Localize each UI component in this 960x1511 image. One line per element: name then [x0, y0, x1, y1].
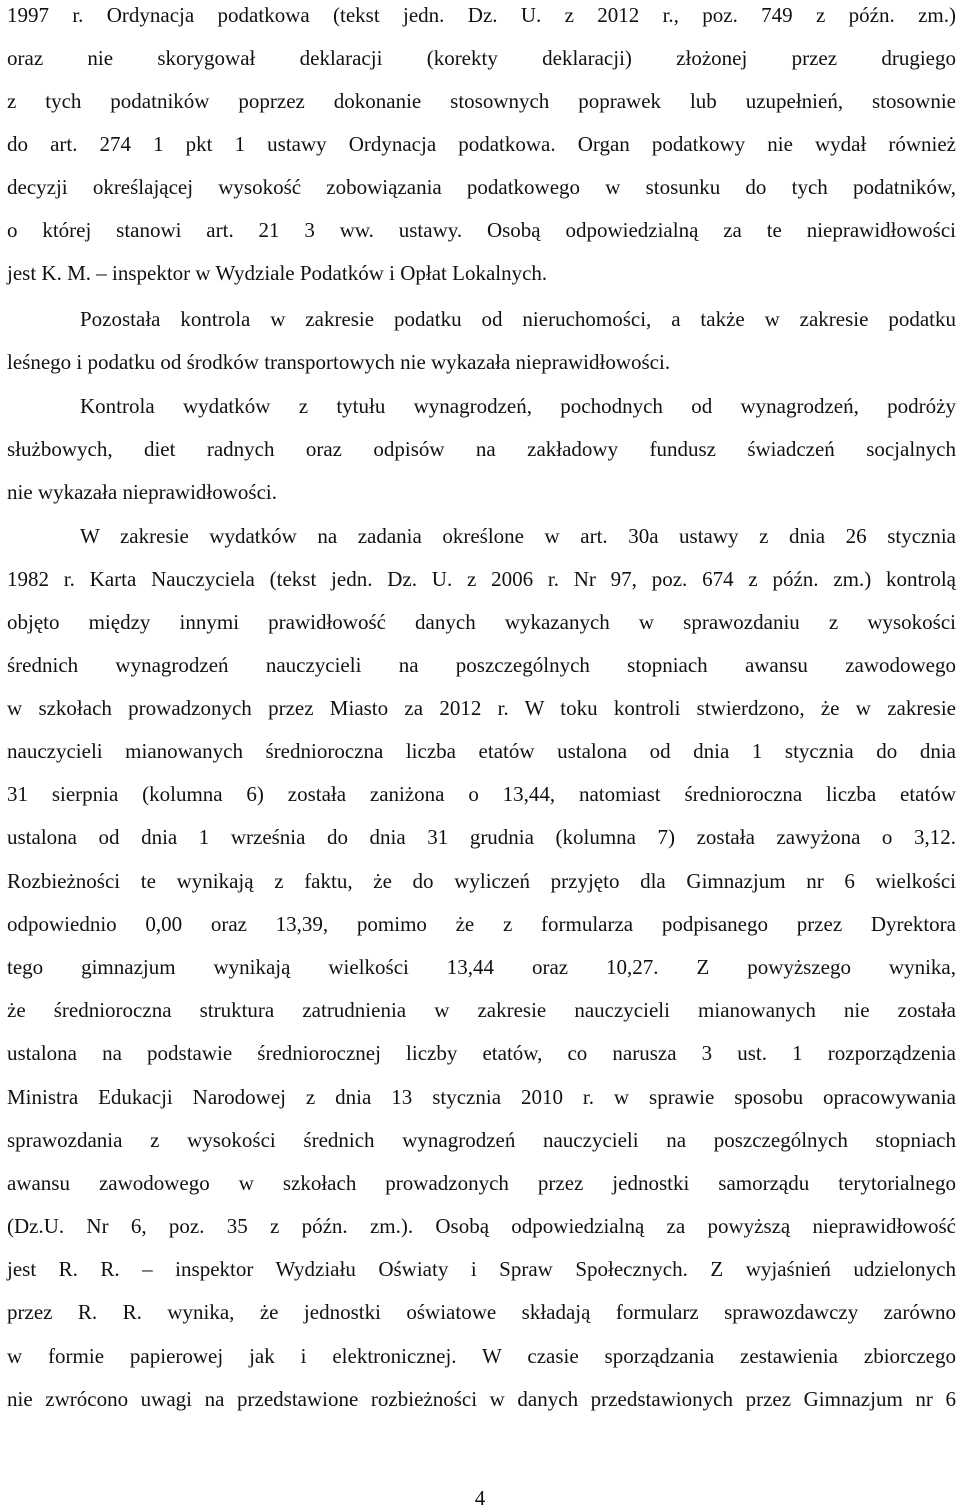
text-line: (Dz.U. Nr 6, poz. 35 z późn. zm.). Osobą odpowiedzialną za powyższą nieprawidłowość	[7, 1214, 956, 1238]
text-line: Pozostała kontrola w zakresie podatku od nieruchomości, a także w zakresie podatku	[80, 307, 956, 331]
text-line: nauczycieli mianowanych średnioroczna liczba etatów ustalona od dnia 1 stycznia do dnia	[7, 739, 956, 763]
text-line: leśnego i podatku od środków transportowych nie wykazała nieprawidłowości.	[7, 350, 671, 374]
text-line: że średnioroczna struktura zatrudnienia w zakresie nauczycieli mianowanych nie została	[7, 998, 956, 1022]
text-line: W zakresie wydatków na zadania określone w art. 30a ustawy z dnia 26 stycznia	[80, 524, 956, 548]
text-line: oraz nie skorygował deklaracji (korekty deklaracji) złożonej przez drugiego	[7, 46, 956, 70]
text-line: do art. 274 1 pkt 1 ustawy Ordynacja podatkowa. Organ podatkowy nie wydał również	[7, 132, 956, 156]
text-line: jest K. M. – inspektor w Wydziale Podatków i Opłat Lokalnych.	[7, 261, 548, 285]
text-line: ustalona od dnia 1 września do dnia 31 grudnia (kolumna 7) została zawyżona o 3,12.	[7, 825, 956, 849]
text-line: Ministra Edukacji Narodowej z dnia 13 stycznia 2010 r. w sprawie sposobu opracowywania	[7, 1085, 956, 1109]
text-line: sprawozdania z wysokości średnich wynagrodzeń nauczycieli na poszczególnych stopniach	[7, 1128, 956, 1152]
text-line: 1982 r. Karta Nauczyciela (tekst jedn. Dz. U. z 2006 r. Nr 97, poz. 674 z późn. zm.) kontrolą	[7, 567, 956, 591]
text-line: jest R. R. – inspektor Wydziału Oświaty i Spraw Społecznych. Z wyjaśnień udzielonych	[7, 1257, 956, 1281]
text-line: ustalona na podstawie średniorocznej liczby etatów, co narusza 3 ust. 1 rozporządzenia	[7, 1041, 956, 1065]
text-line: w formie papierowej jak i elektronicznej. W czasie sporządzania zestawienia zbiorczego	[7, 1344, 956, 1368]
text-line: średnich wynagrodzeń nauczycieli na poszczególnych stopniach awansu zawodowego	[7, 653, 956, 677]
page-number: 4	[474, 1486, 486, 1510]
text-line: służbowych, diet radnych oraz odpisów na zakładowy fundusz świadczeń socjalnych	[7, 437, 956, 461]
text-line: 1997 r. Ordynacja podatkowa (tekst jedn. Dz. U. z 2012 r., poz. 749 z późn. zm.)	[7, 3, 956, 27]
text-line: o której stanowi art. 21 3 ww. ustawy. Osobą odpowiedzialną za te nieprawidłowości	[7, 218, 956, 242]
text-line: awansu zawodowego w szkołach prowadzonych przez jednostki samorządu terytorialnego	[7, 1171, 956, 1195]
text-line: Kontrola wydatków z tytułu wynagrodzeń, pochodnych od wynagrodzeń, podróży	[80, 394, 956, 418]
text-line: przez R. R. wynika, że jednostki oświatowe składają formularz sprawozdawczy zarówno	[7, 1300, 956, 1324]
text-line: tego gimnazjum wynikają wielkości 13,44 oraz 10,27. Z powyższego wynika,	[7, 955, 956, 979]
text-line: Rozbieżności te wynikają z faktu, że do wyliczeń przyjęto dla Gimnazjum nr 6 wielkości	[7, 869, 956, 893]
text-line: z tych podatników poprzez dokonanie stosownych poprawek lub uzupełnień, stosownie	[7, 89, 956, 113]
text-line: nie zwrócono uwagi na przedstawione rozbieżności w danych przedstawionych przez Gimnazjum nr 6	[7, 1387, 956, 1411]
text-line: odpowiednio 0,00 oraz 13,39, pomimo że z formularza podpisanego przez Dyrektora	[7, 912, 956, 936]
text-line: decyzji określającej wysokość zobowiązania podatkowego w stosunku do tych podatników,	[7, 175, 956, 199]
text-line: w szkołach prowadzonych przez Miasto za 2012 r. W toku kontroli stwierdzono, że w zakresie	[7, 696, 956, 720]
text-line: 31 sierpnia (kolumna 6) została zaniżona o 13,44, natomiast średnioroczna liczba etatów	[7, 782, 956, 806]
text-line: nie wykazała nieprawidłowości.	[7, 480, 277, 504]
text-line: objęto między innymi prawidłowość danych wykazanych w sprawozdaniu z wysokości	[7, 610, 956, 634]
